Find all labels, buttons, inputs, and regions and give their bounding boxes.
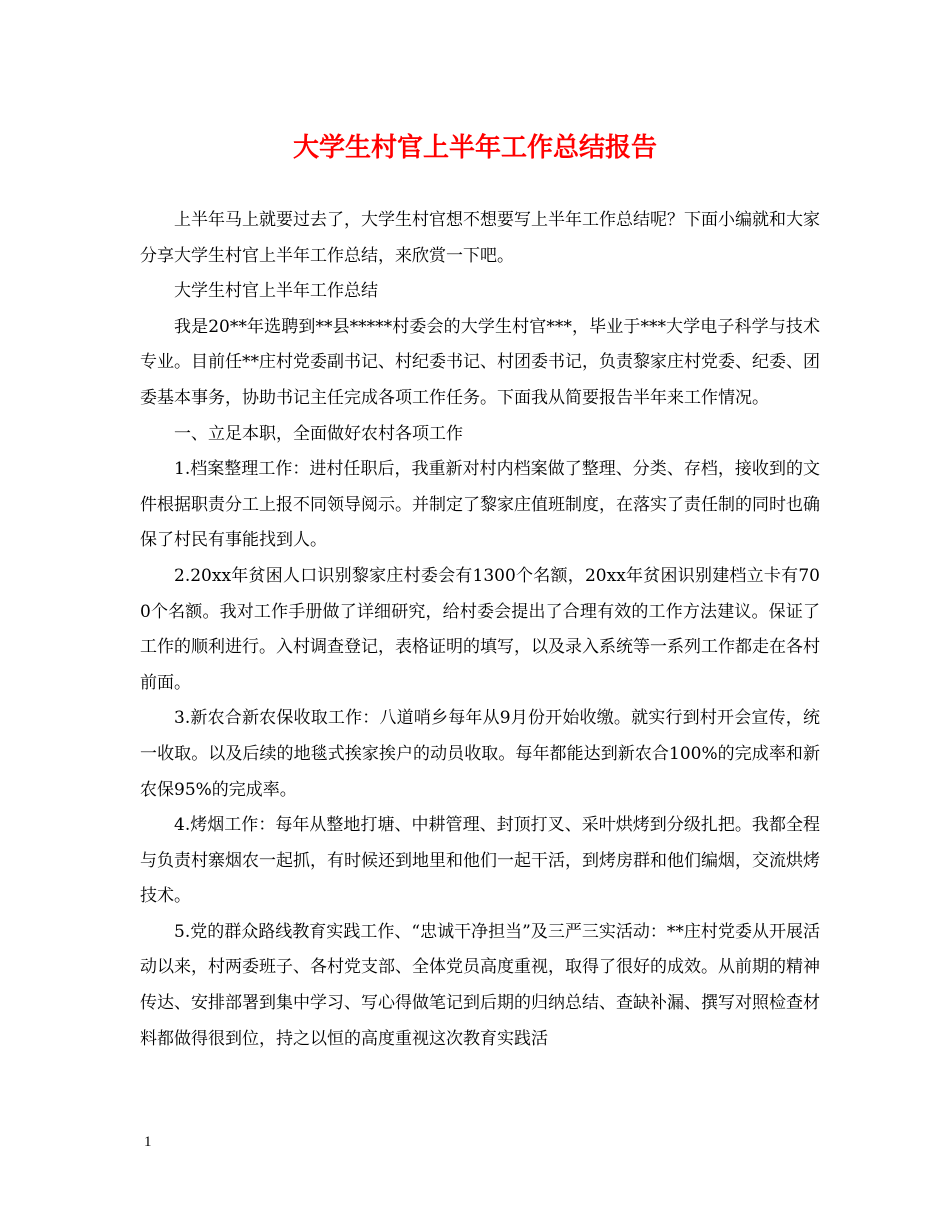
document-title: 大学生村官上半年工作总结报告 xyxy=(292,133,657,163)
page-number: 1 xyxy=(144,1134,152,1150)
paragraph-poverty-identification: 2.20xx年贫困人口识别黎家庄村委会有1300个名额，20xx年贫困识别建档立卡有700个名额。我对工作手册做了详细研究，给村委会提出了合理有效的工作方法建议。保证了工作的顺利进行。入村调查登记，表格证明的填写，以及录入系统等一系列工作都走在各村前面。 xyxy=(140,565,820,693)
paragraph-tobacco-work: 4.烤烟工作：每年从整地打塘、中耕管理、封顶打叉、采叶烘烤到分级扎把。我都全程与负责村寨烟农一起抓，有时候还到地里和他们一起干活，到烤房群和他们编烟，交流烘烤技术。 xyxy=(140,815,820,907)
paragraph-intro: 上半年马上就要过去了，大学生村官想不想要写上半年工作总结呢？下面小编就和大家分享大学生村官上半年工作总结，来欣赏一下吧。 xyxy=(140,210,820,266)
paragraph-subtitle: 大学生村官上半年工作总结 xyxy=(174,281,378,302)
document-body xyxy=(140,203,820,1057)
paragraph-self-introduction: 我是20**年选聘到**县*****村委会的大学生村官***，毕业于***大学电子科学与技术专业。目前任**庄村党委副书记、村纪委书记、村团委书记，负责黎家庄村党委、纪委、团委基本事务，协助书记主任完成各项工作任务。下面我从简要报告半年来工作情况。 xyxy=(140,316,820,408)
paragraph-insurance-collection: 3.新农合新农保收取工作：八道哨乡每年从9月份开始收缴。就实行到村开会宣传，统一收取。以及后续的地毯式挨家挨户的动员收取。每年都能达到新农合100%的完成率和新农保95%的完成率。 xyxy=(140,708,820,800)
paragraph-party-education: 5.党的群众路线教育实践工作、“忠诚干净担当”及三严三实活动：**庄村党委从开展活动以来，村两委班子、各村党支部、全体党员高度重视，取得了很好的成效。从前期的精神传达、安排部署到集中学习、写心得做笔记到后期的归纳总结、查缺补漏、撰写对照检查材料都做得很到位，持之以恒的高度重视这次教育实践活 xyxy=(140,921,820,1049)
section-heading-one: 一、立足本职，全面做好农村各项工作 xyxy=(174,423,463,444)
paragraph-archive-work: 1.档案整理工作：进村任职后，我重新对村内档案做了整理、分类、存档，接收到的文件根据职责分工上报不同领导阅示。并制定了黎家庄值班制度，在落实了责任制的同时也确保了村民有事能找到人。 xyxy=(140,459,820,551)
